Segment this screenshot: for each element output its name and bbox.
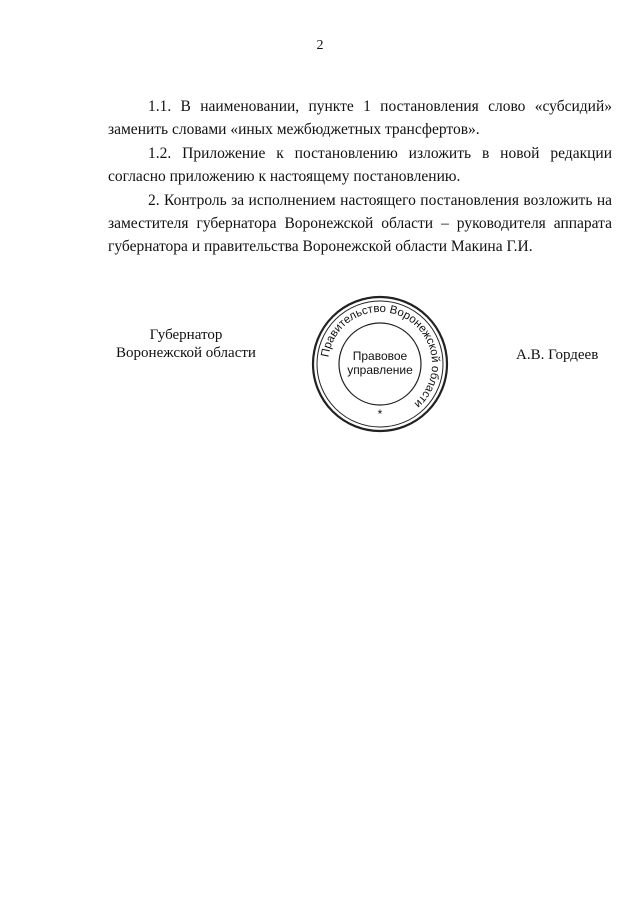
- paragraph-1-1: 1.1. В наименовании, пункте 1 постановления слово «субсидий» заменить словами «иных межбюджетных трансфертов».: [108, 98, 612, 138]
- seal-inner-line2: управление: [347, 363, 413, 377]
- paragraph-1-2: 1.2. Приложение к постановлению изложить в новой редакции согласно приложению к настоящему постановлению.: [108, 145, 612, 185]
- page-number: 2: [316, 38, 324, 53]
- seal-outer-text-path: Правительство Воронежской области: [319, 302, 442, 411]
- document-body: [108, 95, 612, 259]
- official-seal: [310, 294, 450, 434]
- seal-star-icon: *: [377, 407, 383, 421]
- signatory-title-line2: Воронежской области: [116, 345, 256, 361]
- paragraph-2: 2. Контроль за исполнением настоящего постановления возложить на заместителя губернатора Воронежской области – руководителя аппарата губернатора и правительства Воронежской области Макина Г.И.: [108, 192, 612, 255]
- signatory-title-line1: Губернатор: [149, 327, 223, 343]
- seal-inner-line1: Правовое: [352, 349, 408, 363]
- signatory-name: А.В. Гордеев: [516, 347, 599, 363]
- signatory-title: [106, 326, 266, 362]
